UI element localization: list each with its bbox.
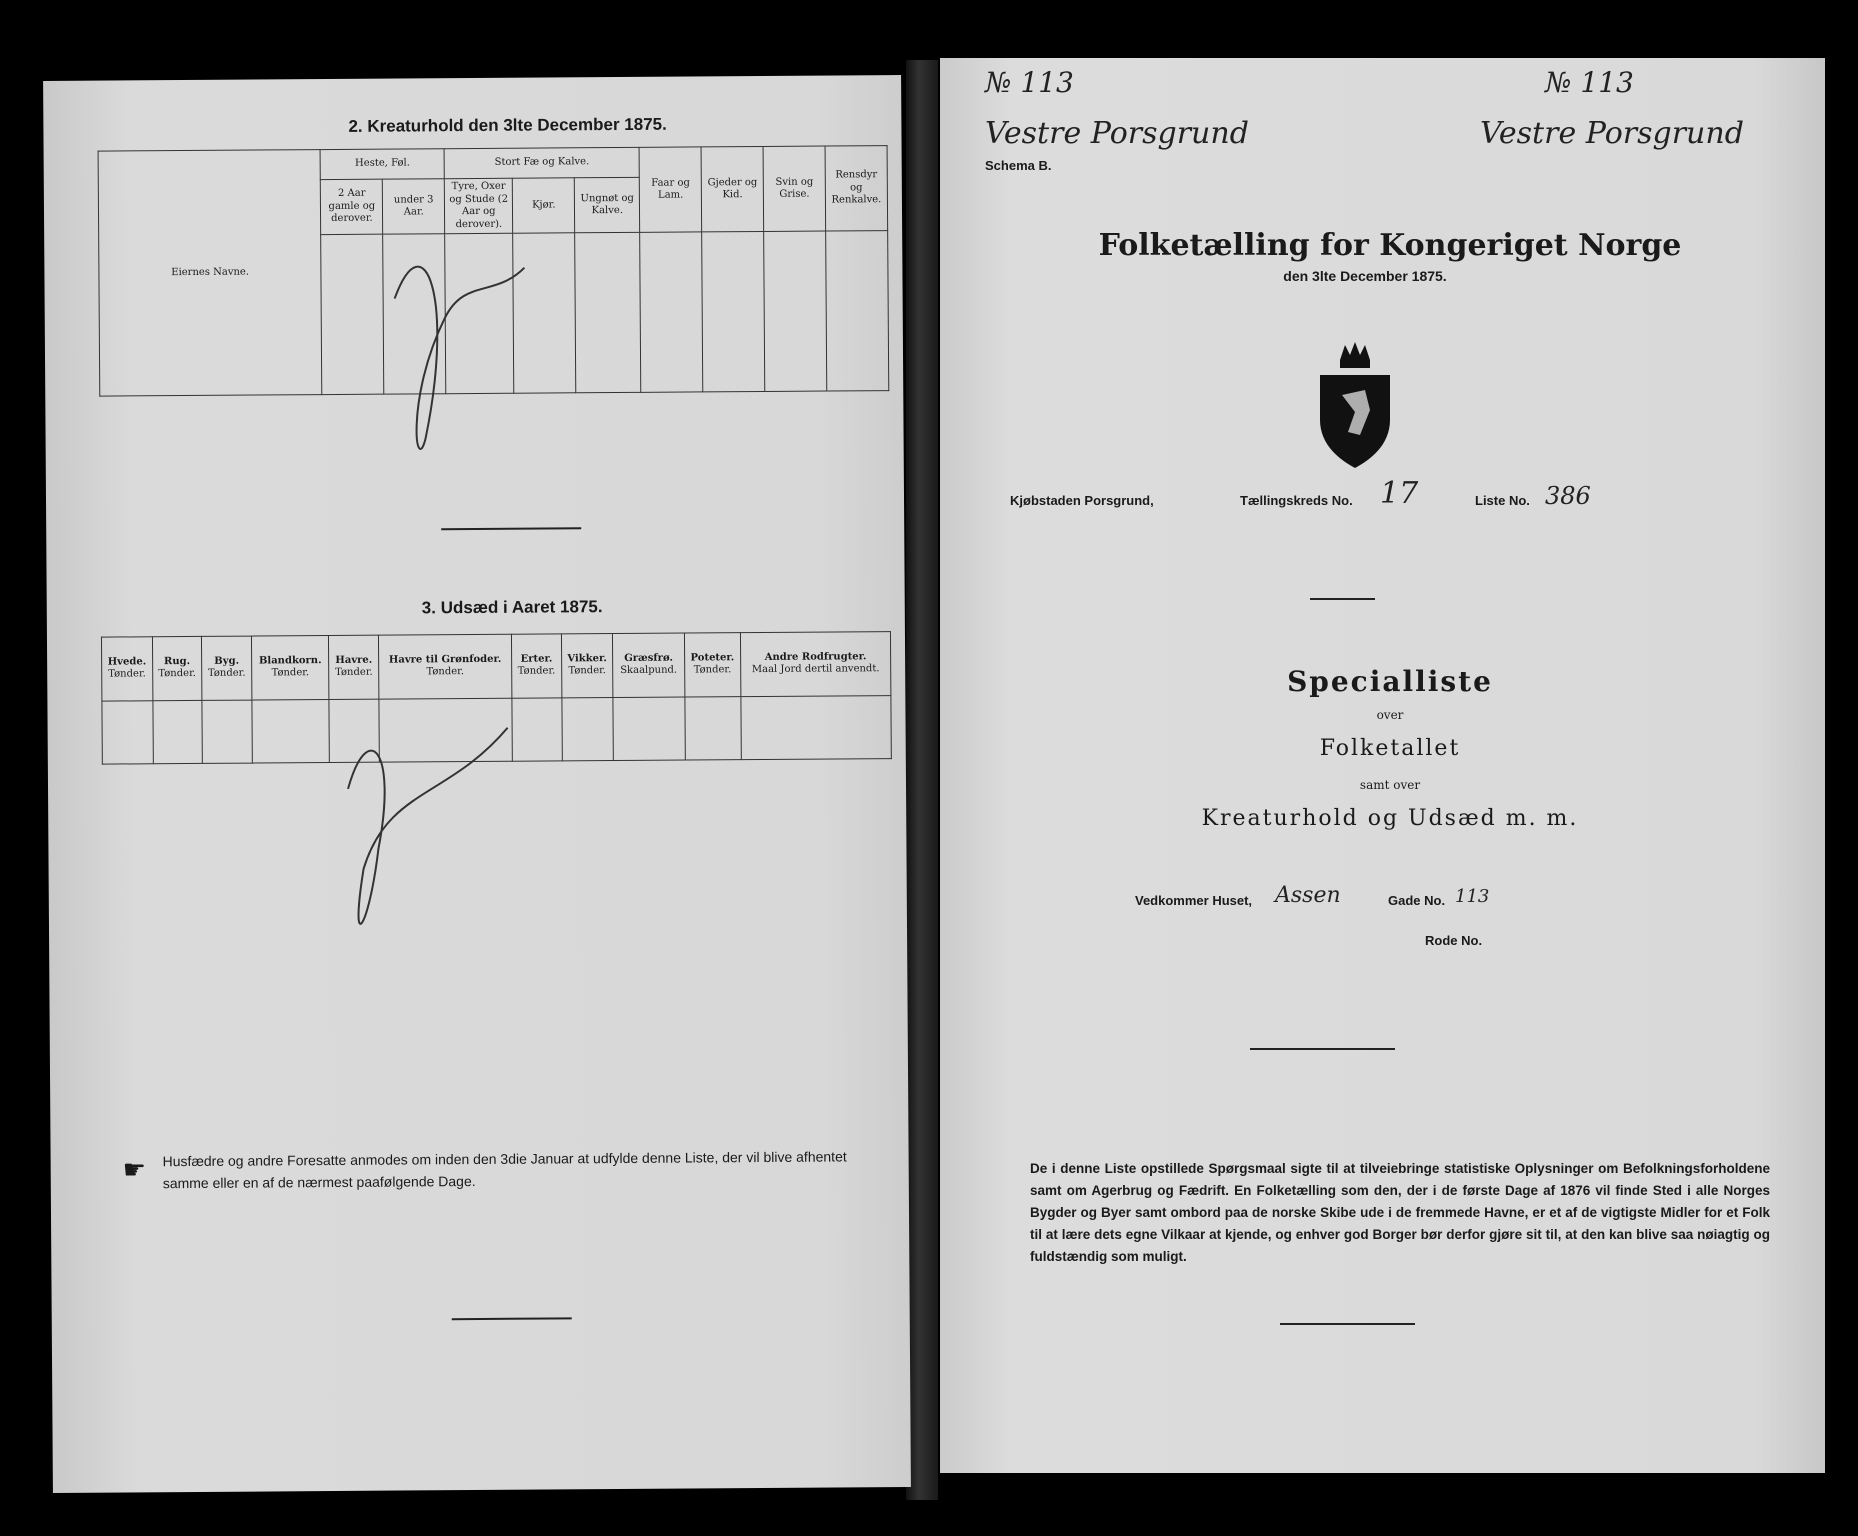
handwritten-strike-mark <box>327 668 529 999</box>
norway-coat-of-arms-icon <box>1310 340 1400 470</box>
divider-line-3 <box>1280 1323 1415 1325</box>
right-page <box>940 58 1825 1473</box>
place-name-left: Vestre Porsgrund <box>985 116 1249 151</box>
left-page <box>43 75 911 1493</box>
seed-header-potatoes: Poteter. Tønder. <box>684 633 741 697</box>
rode-label: Rode No. <box>1425 933 1483 948</box>
divider-line-2 <box>1250 1048 1395 1050</box>
pigs-header: Svin og Grise. <box>763 146 825 231</box>
folketallet-title: Folketallet <box>1319 736 1461 761</box>
place-name-right: Vestre Porsgrund <box>1480 116 1744 151</box>
seed-header-vetch: Vikker. Tønder. <box>561 634 613 698</box>
vedkommer-label: Vedkommer Huset, <box>1135 893 1253 908</box>
seed-header-other-roots: Andre Rodfrugter. Maal Jord dertil anvendt. <box>740 632 890 697</box>
seed-header-wheat: Hvede. Tønder. <box>101 637 152 701</box>
seed-header-rye: Rug. Tønder. <box>152 636 202 700</box>
divider-line <box>441 527 581 529</box>
divider-line <box>1310 598 1375 600</box>
seed-header-oats-fodder: Havre til Grønfoder. Tønder. <box>378 634 511 698</box>
tallingskreds-label: Tællingskreds No. <box>1240 493 1353 508</box>
kjobstaden-label: Kjøbstaden Porsgrund, <box>1010 493 1154 508</box>
seed-header-peas: Erter. Tønder. <box>511 634 561 698</box>
section2-title: 2. Kreaturhold den 3lte December 1875. <box>348 114 667 136</box>
goats-header: Gjeder og Kid. <box>701 146 763 231</box>
page-number-right: № 113 <box>1545 66 1634 99</box>
gade-label: Gade No. <box>1388 893 1446 908</box>
divider-line-bottom <box>452 1317 572 1319</box>
samt-over-text: samt over <box>1359 778 1421 792</box>
sheep-header: Faar og Lam. <box>639 147 701 232</box>
schema-label: Schema B. <box>985 158 1052 173</box>
cattle-young-header: Ungnøt og Kalve. <box>575 177 640 232</box>
horses-old-header: 2 Aar gamle og derover. <box>321 179 383 234</box>
notice-text: Husfædre og andre Foresatte anmodes om inden den 3die Januar at udfylde denne Liste, der vil blive afhentet samme eller en af de nærmest paafølgende Dage. <box>162 1148 847 1192</box>
tallingskreds-value: 17 <box>1380 476 1419 511</box>
horses-young-header: under 3 Aar. <box>383 179 445 234</box>
liste-value: 386 <box>1545 482 1591 510</box>
cattle-cows-header: Kjør. <box>513 178 575 233</box>
page-number-left: № 113 <box>985 66 1074 99</box>
huset-value: Assen <box>1275 883 1341 908</box>
kreaturhold-title: Kreaturhold og Udsæd m. m. <box>1201 806 1579 831</box>
handwritten-strike-mark <box>384 178 546 479</box>
gade-value: 113 <box>1455 886 1490 907</box>
seed-header-oats: Havre. Tønder. <box>329 635 379 699</box>
cattle-bulls-header: Tyre, Oxer og Stude (2 Aar og derover). <box>444 178 513 233</box>
over-text-1: over <box>1376 708 1404 722</box>
liste-label: Liste No. <box>1475 493 1530 508</box>
census-title: Folketælling for Kongeriget Norge <box>1098 228 1682 263</box>
horses-header: Heste, Føl. <box>320 149 444 180</box>
seed-header-barley: Byg. Tønder. <box>202 636 252 700</box>
cattle-header: Stort Fæ og Kalve. <box>444 147 639 178</box>
section3-title: 3. Udsæd i Aaret 1875. <box>421 597 603 618</box>
book-spine <box>906 60 938 1500</box>
specialliste-title: Specialliste <box>1287 665 1493 698</box>
seed-header-mixed-grain: Blandkorn. Tønder. <box>251 636 329 700</box>
intro-paragraph: De i denne Liste opstillede Spørgsmaal sigte til at tilveiebringe statistiske Oplysninger om Befolkningsforholdene samt om Agerbrug og Fædrift. En Folketælling som den, der i de første Dage af 1876 vil finde Sted i alle Norges Bygder og Byer samt ombord paa de norske Skibe ude i de fremmede Havne, er et af de vigtigste Midler for et Folk til at lære dets egne Vilkaar at kjende, og enhver god Borger bør derfor gjøre sit til, at den kan blive saa nøiagtig og fuldstændig som muligt. <box>1030 1161 1770 1264</box>
seed-header-grass-seed: Græsfrø. Skaalpund. <box>613 633 685 697</box>
reindeer-header: Rensdyr og Renkalve. <box>825 146 888 231</box>
pointing-hand-icon: ☛ <box>122 1155 147 1186</box>
census-date: den 3lte December 1875. <box>1283 268 1447 284</box>
owner-header: Eiernes Navne. <box>98 150 322 397</box>
